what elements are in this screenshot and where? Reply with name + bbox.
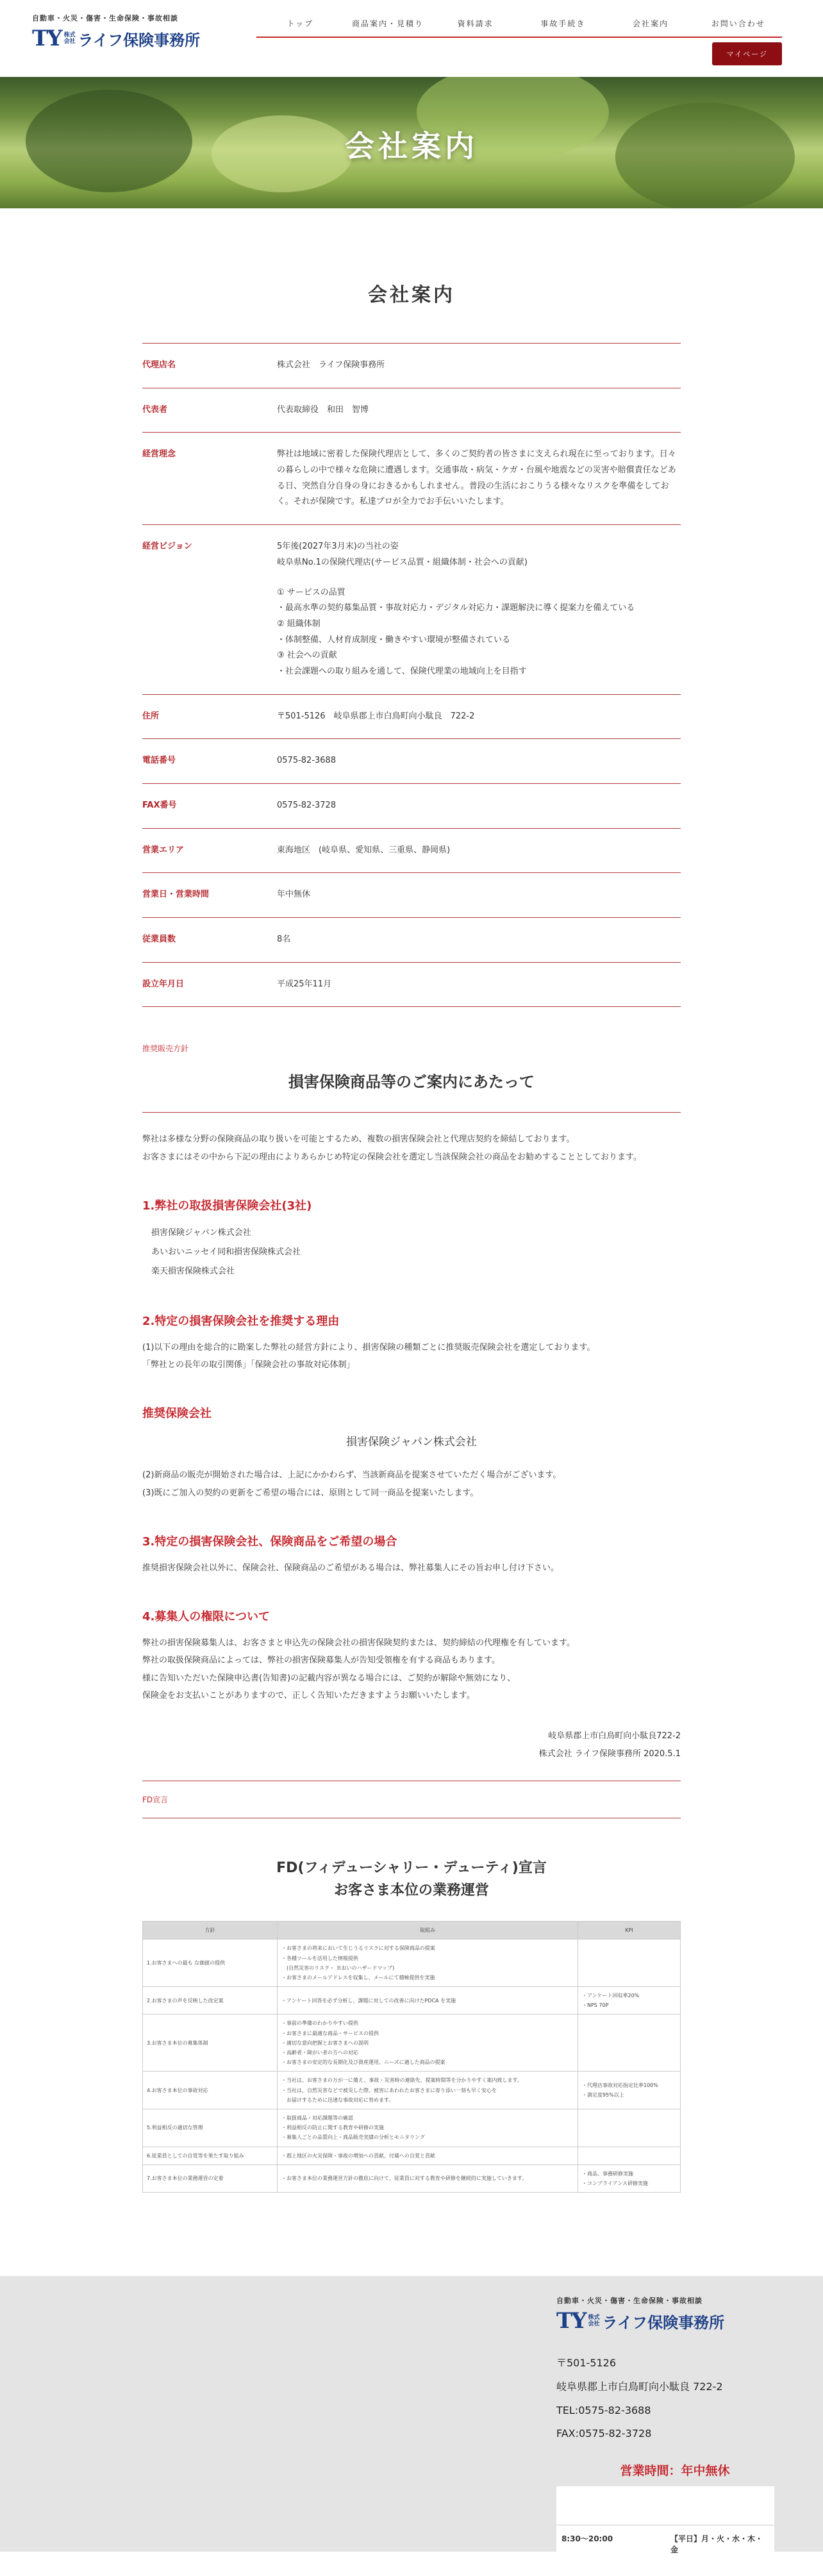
list-item: 損害保険ジャパン株式会社 xyxy=(151,1228,251,1238)
nav-request-docs[interactable]: 資料請求 xyxy=(457,19,494,28)
info-label: 代理店名 xyxy=(142,360,176,370)
info-row-representative xyxy=(142,388,681,433)
site-header xyxy=(0,0,823,77)
logo-kabushiki: 株式 会社 xyxy=(588,2314,600,2328)
info-label: 住所 xyxy=(142,711,160,721)
nav-products[interactable]: 商品案内・見積り xyxy=(352,19,424,28)
policy-heading-1: 1.弊社の取扱損害保険会社(3社) xyxy=(142,1199,312,1213)
fd-table xyxy=(142,1921,681,2193)
hero-title: 会社案内 xyxy=(345,129,478,163)
info-row-philosophy xyxy=(142,433,681,525)
policy-heading-4: 4.募集人の権限について xyxy=(142,1610,270,1624)
policy-intro: 弊社は多様な分野の保険商品の取り扱いを可能とするため、複数の損害保険会社と代理店契約を締結しております。 お客さまにはその中から下記の理由によりあらかじめ特定の保険会社を選定し当該保険会社の商品をお勧めすることとしております。 xyxy=(142,1134,642,1162)
info-label: 営業日・営業時間 xyxy=(142,890,210,900)
fd-header-actions: 取組み xyxy=(278,1922,578,1940)
info-label: FAX番号 xyxy=(142,801,177,810)
hero-banner xyxy=(0,77,823,208)
info-label: 設立年月日 xyxy=(142,979,185,989)
hours-days: 【平日】月・火・水・木・金 xyxy=(670,2534,763,2555)
list-item: 楽天損害保険株式会社 xyxy=(151,1266,235,1276)
fd-header-policy: 方針 xyxy=(143,1922,278,1940)
hours-table xyxy=(556,2486,774,2576)
table-row: 4.お客さま本位の事故対応 ・当社は、お客さまの万が一に備え、事故・災害時の連絡先、提案時間等を分かりやすく案内致します。 ・当社は、自然災害などで被災した際、被害にあわれたお客さまに寄り添い一刻も早く安心を お届けするために迅速な事故対応に努めます。 ・代理店事故対応指定比率100% ・満足度95%以上 xyxy=(143,2072,681,2109)
hours-time: 8:30～20:00 xyxy=(561,2534,613,2544)
recommended-insurer-label: 推奨保険会社 xyxy=(142,1407,212,1421)
policy-section-tag: 推奨販売方針 xyxy=(142,1044,189,1054)
info-row-vision xyxy=(142,525,681,695)
footer-logo[interactable] xyxy=(556,2295,749,2334)
insurer-list xyxy=(142,1224,681,1281)
info-label: 経営ビジョン xyxy=(142,542,192,552)
logo-tagline: 自動車・火災・傷害・生命保険・事故相談 xyxy=(32,14,178,22)
footer-address xyxy=(556,2352,794,2446)
footer-tel[interactable]: TEL:0575-82-3688 xyxy=(556,2404,651,2416)
info-label: 経営理念 xyxy=(142,449,176,460)
nav-company[interactable]: 会社案内 xyxy=(633,19,669,28)
nav-accident[interactable]: 事故手続き xyxy=(540,19,586,28)
info-row-founded xyxy=(142,963,681,1008)
footer-postal: 〒501-5126 xyxy=(556,2357,617,2370)
info-value: 株式会社 ライフ保険事務所 xyxy=(277,360,385,370)
policy-heading-3: 3.特定の損害保険会社、保険商品をご希望の場合 xyxy=(142,1534,397,1549)
recommended-insurer: 損害保険ジャパン株式会社 xyxy=(346,1436,477,1449)
fd-title: FD(フィデューシャリー・デューティ)宣言 お客さま本位の業務運営 xyxy=(276,1859,547,1899)
main-content xyxy=(142,208,681,2193)
logo-mark: TY xyxy=(556,2308,586,2334)
table-row: 3.お客さま本位の募集体制 ・事前の準備のわかりやすい提供 ・お客さまに最適な商品・サービスの提供 ・適切な意向把握とお客さまへの説明 ・高齢者・障がい者の方への対応 ・お客さまの安定的な長期化及び資産運用、ニーズに適した商品の提案 xyxy=(143,2015,681,2072)
policy-h4-text: 弊社の損害保険募集人は、お客さまと申込先の保険会社の損害保険契約または、契約締結の代理権を有しています。 弊社の取扱保険商品によっては、弊社の損害保険募集人が告知受領権を有する商品もあります。 様に告知いただいた保険申込書(告知書)の記載内容が異なる場合には、ご契約が解除や無効になり、 保険金をお支払いことがありますので、正しく告知いただきますようお願いいたします。 xyxy=(142,1638,575,1701)
policy-h3-text: 推奨損害保険会社以外に、保険会社、保険商品のご希望がある場合は、弊社募集人にその旨お申し付け下さい。 xyxy=(142,1563,560,1573)
site-logo[interactable] xyxy=(32,13,224,51)
info-label: 従業員数 xyxy=(142,935,176,945)
info-value: 平成25年11月 xyxy=(277,979,332,989)
info-value: 弊社は地域に密着した保険代理店として、多くのご契約者の皆さまに支えられ現在に至っております。日々の暮らしの中で様々な危険に遭遇します。交通事故・病気・ケガ・台風や地震などの災害や賠償責任などある日、突然自分自身の身におきるかもしれません。普段の生活におこりうる様々なリスクを準備をしておく。それが保険です。私達プロが全力でお手伝いいたします。 xyxy=(277,449,676,507)
policy-signature: 岐阜県郡上市白鳥町向小駄良722-2 株式会社 ライフ保険事務所 2020.5.1 xyxy=(538,1731,681,1759)
policy-reason: (1)以下の理由を総合的に勘案した弊社の経営方針により、損害保険の種類ごとに推奨販売保険会社を選定しております。 「弊社との長年の取引関係」「保険会社の事故対応体制」 xyxy=(142,1342,595,1370)
info-row-address xyxy=(142,695,681,740)
info-value: 年中無休 xyxy=(277,890,311,900)
nav-contact[interactable]: お問い合わせ xyxy=(711,19,765,28)
info-value: 〒501-5126 岐阜県郡上市白鳥町向小駄良 722-2 xyxy=(277,711,475,721)
info-row-tel xyxy=(142,739,681,784)
info-label: 電話番号 xyxy=(142,756,176,766)
logo-mark: TY xyxy=(32,26,62,51)
info-value: 東海地区 (岐阜県、愛知県、三重県、静岡県) xyxy=(277,845,451,855)
table-row: 2.お客さまの声を反映した改定案 ・アンケート回答を必ず分析し、課題に対しての改善に向けたPDCA を実施 ・アンケート回収率20% ・NPS 70P xyxy=(143,1987,681,2015)
info-row-employees xyxy=(142,918,681,963)
policy-notes: (2)新商品の販売が開始された場合は、上記にかかわらず、当該新商品を提案させていただく場合がございます。 (3)既にご加入の契約の更新をご希望の場合には、原則として同一商品を提案いたします。 xyxy=(142,1470,561,1498)
table-row: 7.お客さま本位の業務運営の定着 ・お客さま本位の業務運営方針の徹底に向けて、従業員に対する教育や研修を継続的に実施していきます。 ・商品、事務研修実施 ・コンプライアンス研修実施 xyxy=(143,2165,681,2192)
info-row-agency-name xyxy=(142,344,681,388)
info-row-area xyxy=(142,829,681,874)
info-value: 5年後(2027年3月末)の当社の姿 岐阜県No.1の保険代理店(サービス品質・組織体制・社会への貢献) ① サービスの品質 ・最高水準の契約募集品質・事故対応力・デジタル対応力・課題解決に導く提案力を備えている ② 組織体制 ・体制整備、人材育成制度・働きやすい環境が整備されている ③ 社会への貢献 ・社会課題への取り組みを通して、保険代理業の地域向上を目指す xyxy=(277,542,635,676)
logo-name: ライフ保険事務所 xyxy=(78,31,201,49)
logo-kabushiki: 株式 会社 xyxy=(63,32,76,45)
info-label: 代表者 xyxy=(142,404,168,415)
info-value: 代表取締役 和田 智博 xyxy=(277,404,369,415)
site-footer xyxy=(0,2276,823,2555)
info-value: 0575-82-3728 xyxy=(277,801,337,810)
nav-top[interactable]: トップ xyxy=(287,19,314,28)
logo-tagline: 自動車・火災・傷害・生命保険・事故相談 xyxy=(556,2297,702,2306)
company-info-table xyxy=(142,343,681,1007)
fd-header-kpi: KPI xyxy=(578,1922,681,1940)
table-row: 5.利益相反の適切な管理 ・取扱商品・対応課題等の確認 ・利益相反の防止に関する教育や研修の実施 ・募集人ごとの品質向上・商品販売実績の分析とモニタリング xyxy=(143,2109,681,2147)
divider xyxy=(142,1112,681,1113)
footer-fax: FAX:0575-82-3728 xyxy=(556,2427,652,2440)
mypage-button[interactable]: マイページ xyxy=(712,42,782,65)
global-nav xyxy=(256,14,782,38)
policy-heading-2: 2.特定の損害保険会社を推奨する理由 xyxy=(142,1314,340,1328)
footer-street: 岐阜県郡上市白鳥町向小駄良 722-2 xyxy=(556,2380,723,2393)
footer-hours-title: 営業時間：年中無休 xyxy=(620,2464,730,2479)
info-value: 8名 xyxy=(277,935,291,945)
table-row: 6.従業員としての自覚等を果たす取り組み ・郡上地区の火災保険・事故の増加への貢献、付属への自覚と貢献 xyxy=(143,2147,681,2165)
logo-name: ライフ保険事務所 xyxy=(602,2313,725,2332)
page-title: 会社案内 xyxy=(368,284,455,306)
list-item: あいおいニッセイ同和損害保険株式会社 xyxy=(151,1247,301,1257)
info-label: 営業エリア xyxy=(142,845,185,855)
policy-title: 損害保険商品等のご案内にあたって xyxy=(288,1073,535,1092)
fd-section-tag: FD宣言 xyxy=(142,1795,169,1804)
info-value: 0575-82-3688 xyxy=(277,756,337,766)
table-row: 1.お客さまへの最も な価値の提供 ・お客さまの将来において生じうるリスクに対する保険商品の提案 ・各種ツールを活用した情報提供 (自然災害のリスク・ Ｂおいのハザードマップ) ・お客さまのメールアドレスを収集し、メールにて積極提供を実施 xyxy=(143,1940,681,1987)
info-row-hours xyxy=(142,873,681,918)
info-row-fax xyxy=(142,784,681,829)
